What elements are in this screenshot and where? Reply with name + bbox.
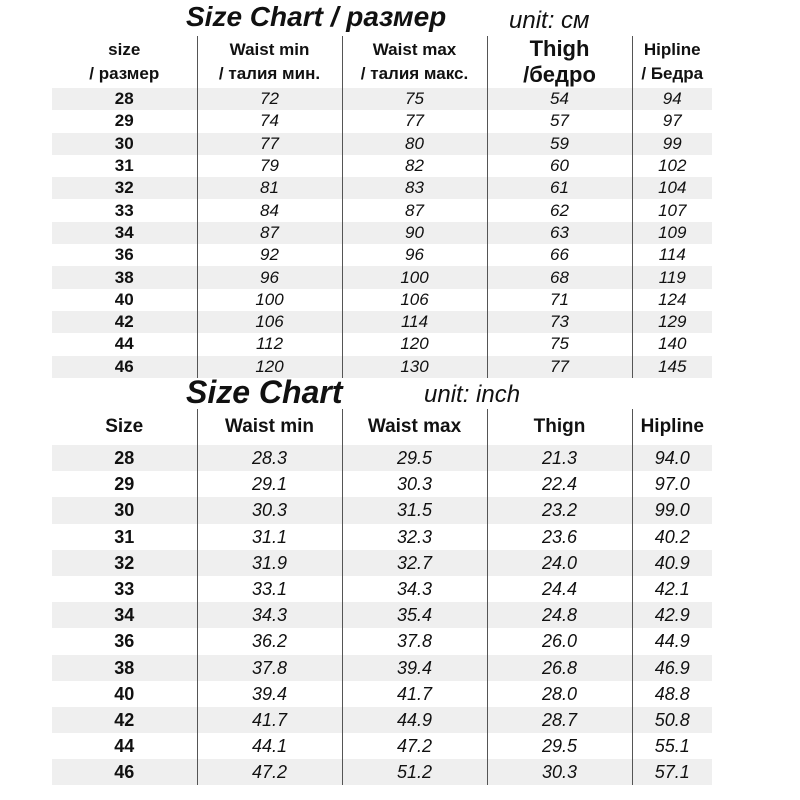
- cell-waist-min: 34.3: [197, 602, 342, 628]
- cell-hipline: 40.2: [654, 526, 690, 547]
- inch-chart-unit: unit: inch: [424, 381, 521, 408]
- cell-waist-max: 82: [342, 155, 487, 177]
- cell-thigh: 75: [487, 333, 632, 355]
- cell-hipline: 124: [658, 289, 687, 309]
- cell-thigh: 26.8: [487, 655, 632, 681]
- cell-size: 30: [52, 133, 197, 155]
- cell-thigh: 23.6: [487, 524, 632, 550]
- cell-thigh: 21.3: [487, 445, 632, 471]
- inch-header-waist-min: Waist min: [197, 409, 342, 445]
- cm-header-size: size / размер: [52, 36, 197, 88]
- inch-size-table: [52, 409, 712, 785]
- cell-waist-min: 47.2: [197, 759, 342, 785]
- cell-hipline: 104: [632, 177, 712, 199]
- cell-hipline: 40.9: [632, 550, 712, 576]
- cell-waist-max: 106: [342, 289, 487, 311]
- inch-header-waist-max: Waist max: [342, 409, 487, 445]
- table-row: [52, 177, 712, 199]
- cell-waist-min: 41.7: [197, 707, 342, 733]
- cell-hipline: 97.0: [654, 474, 690, 495]
- cell-size: 42: [52, 707, 197, 733]
- cell-waist-min: 106: [197, 311, 342, 333]
- cell-waist-min: 31.9: [197, 550, 342, 576]
- cell-hipline: 94.0: [632, 445, 712, 471]
- cell-waist-min: 28.3: [197, 445, 342, 471]
- cell-thigh: 57: [487, 110, 632, 132]
- cell-thigh: 22.4: [487, 471, 632, 497]
- cell-thigh: 24.8: [487, 602, 632, 628]
- inch-header-row: [52, 409, 712, 445]
- table-row: [52, 445, 712, 471]
- cell-thigh: 29.5: [487, 733, 632, 759]
- cell-thigh: 63: [487, 222, 632, 244]
- cell-hipline: 102: [658, 156, 687, 176]
- cell-hipline: 50.8: [632, 707, 712, 733]
- cell-waist-max: 37.8: [342, 628, 487, 654]
- cell-waist-max: 130: [342, 356, 487, 378]
- inch-table-body: [52, 445, 712, 785]
- table-row: [52, 576, 712, 602]
- cell-waist-min: 37.8: [197, 655, 342, 681]
- cell-waist-min: 77: [197, 133, 342, 155]
- cell-size: 44: [52, 333, 197, 355]
- cm-size-table: [52, 36, 712, 378]
- cell-thigh: 24.4: [487, 576, 632, 602]
- table-row: [52, 550, 712, 576]
- cell-thigh: 73: [487, 311, 632, 333]
- cell-size: 33: [52, 576, 197, 602]
- cell-waist-max: 35.4: [342, 602, 487, 628]
- cell-hipline: 99.0: [632, 497, 712, 523]
- cell-hipline: 140: [658, 334, 687, 354]
- cell-thigh: 71: [487, 289, 632, 311]
- cell-hipline: 97: [662, 111, 682, 131]
- table-row: [52, 222, 712, 244]
- cell-waist-max: 34.3: [342, 576, 487, 602]
- cm-chart-title-text: Size Chart / размер: [186, 1, 447, 32]
- cm-header-thigh: Thigh /бедро: [487, 36, 632, 88]
- table-row: [52, 733, 712, 759]
- cell-waist-min: 74: [197, 110, 342, 132]
- cell-hipline: 44.9: [654, 631, 690, 652]
- cell-hipline: 109: [632, 222, 712, 244]
- table-row: [52, 602, 712, 628]
- cell-size: 29: [52, 110, 197, 132]
- inch-header-size: Size: [52, 409, 197, 445]
- cell-waist-max: 51.2: [342, 759, 487, 785]
- cell-thigh: 62: [487, 199, 632, 221]
- cell-size: 36: [52, 628, 197, 654]
- cell-thigh: 59: [487, 133, 632, 155]
- cell-waist-min: 84: [197, 199, 342, 221]
- cell-hipline: 94: [632, 88, 712, 110]
- cell-size: 34: [52, 222, 197, 244]
- inch-header-thigh: Thign: [487, 409, 632, 445]
- cell-thigh: 24.0: [487, 550, 632, 576]
- cell-size: 31: [52, 524, 197, 550]
- cell-waist-max: 90: [342, 222, 487, 244]
- cell-hipline: 129: [632, 311, 712, 333]
- cell-waist-min: 120: [197, 356, 342, 378]
- cell-waist-max: 83: [342, 177, 487, 199]
- table-row: [52, 110, 712, 132]
- cell-hipline: 99: [632, 133, 712, 155]
- cell-waist-max: 100: [342, 266, 487, 288]
- cell-size: 33: [52, 199, 197, 221]
- table-row: [52, 311, 712, 333]
- inch-chart-title-text: Size Chart: [186, 374, 343, 410]
- cell-waist-max: 39.4: [342, 655, 487, 681]
- cell-waist-min: 87: [197, 222, 342, 244]
- table-row: [52, 133, 712, 155]
- table-row: [52, 681, 712, 707]
- cell-size: 42: [52, 311, 197, 333]
- cell-hipline: 119: [632, 266, 712, 288]
- cell-waist-min: 44.1: [197, 733, 342, 759]
- cm-header-hipline: Hipline / Бедра: [641, 40, 704, 83]
- cm-header-row: [52, 36, 712, 88]
- cell-size: 38: [52, 655, 197, 681]
- cell-size: 44: [52, 733, 197, 759]
- cell-waist-max: 32.3: [342, 524, 487, 550]
- cell-thigh: 23.2: [487, 497, 632, 523]
- cell-size: 46: [52, 356, 197, 378]
- cell-waist-max: 114: [342, 311, 487, 333]
- cell-waist-min: 30.3: [197, 497, 342, 523]
- cell-thigh: 60: [487, 155, 632, 177]
- cell-waist-max: 75: [342, 88, 487, 110]
- cell-thigh: 26.0: [487, 628, 632, 654]
- cell-hipline: 145: [632, 356, 712, 378]
- table-row: [52, 628, 712, 654]
- cell-waist-min: 33.1: [197, 576, 342, 602]
- inch-header-hipline: Hipline: [640, 416, 704, 437]
- table-row: [52, 471, 712, 497]
- cell-hipline: 48.8: [654, 683, 690, 704]
- cell-size: 28: [52, 88, 197, 110]
- cell-waist-max: 77: [342, 110, 487, 132]
- cell-waist-max: 96: [342, 244, 487, 266]
- table-row: [52, 155, 712, 177]
- cell-waist-max: 41.7: [342, 681, 487, 707]
- cell-waist-max: 32.7: [342, 550, 487, 576]
- cell-waist-min: 36.2: [197, 628, 342, 654]
- cell-waist-max: 120: [342, 333, 487, 355]
- cell-size: 38: [52, 266, 197, 288]
- cell-size: 31: [52, 155, 197, 177]
- cell-waist-max: 47.2: [342, 733, 487, 759]
- cell-hipline: 57.1: [632, 759, 712, 785]
- cm-header-waist-min: Waist min / талия мин.: [197, 36, 342, 88]
- cell-thigh: 68: [487, 266, 632, 288]
- cell-size: 46: [52, 759, 197, 785]
- table-row: [52, 333, 712, 355]
- cell-hipline: 42.1: [654, 579, 690, 600]
- cell-waist-max: 29.5: [342, 445, 487, 471]
- cell-hipline: 107: [658, 200, 687, 220]
- cell-waist-min: 100: [197, 289, 342, 311]
- table-row: [52, 707, 712, 733]
- cell-hipline: 55.1: [654, 736, 690, 757]
- cell-hipline: 46.9: [632, 655, 712, 681]
- cell-waist-max: 31.5: [342, 497, 487, 523]
- cell-hipline: 42.9: [632, 602, 712, 628]
- table-row: [52, 244, 712, 266]
- cell-thigh: 66: [487, 244, 632, 266]
- table-row: [52, 266, 712, 288]
- cell-waist-min: 81: [197, 177, 342, 199]
- cell-size: 29: [52, 471, 197, 497]
- cell-waist-max: 30.3: [342, 471, 487, 497]
- cell-size: 34: [52, 602, 197, 628]
- table-row: [52, 497, 712, 523]
- cell-size: 36: [52, 244, 197, 266]
- cell-waist-min: 92: [197, 244, 342, 266]
- cell-size: 32: [52, 550, 197, 576]
- cell-size: 28: [52, 445, 197, 471]
- table-row: [52, 759, 712, 785]
- cell-waist-min: 112: [197, 333, 342, 355]
- cell-waist-max: 80: [342, 133, 487, 155]
- cm-table-body: [52, 88, 712, 378]
- cell-size: 30: [52, 497, 197, 523]
- cell-thigh: 30.3: [487, 759, 632, 785]
- table-row: [52, 356, 712, 378]
- cell-waist-max: 44.9: [342, 707, 487, 733]
- cell-size: 32: [52, 177, 197, 199]
- cell-waist-min: 31.1: [197, 524, 342, 550]
- cm-chart-unit: unit: см: [509, 7, 590, 34]
- cell-size: 40: [52, 681, 197, 707]
- cell-waist-min: 29.1: [197, 471, 342, 497]
- cell-thigh: 77: [487, 356, 632, 378]
- cell-waist-min: 79: [197, 155, 342, 177]
- cell-size: 40: [52, 289, 197, 311]
- table-row: [52, 524, 712, 550]
- table-row: [52, 199, 712, 221]
- cell-thigh: 54: [487, 88, 632, 110]
- cell-waist-min: 96: [197, 266, 342, 288]
- cm-header-waist-max: Waist max / талия макс.: [342, 36, 487, 88]
- cell-thigh: 28.0: [487, 681, 632, 707]
- cell-waist-min: 72: [197, 88, 342, 110]
- cell-thigh: 61: [487, 177, 632, 199]
- cell-waist-max: 87: [342, 199, 487, 221]
- cell-thigh: 28.7: [487, 707, 632, 733]
- table-row: [52, 289, 712, 311]
- cell-hipline: 114: [658, 245, 686, 265]
- table-row: [52, 655, 712, 681]
- cell-waist-min: 39.4: [197, 681, 342, 707]
- table-row: [52, 88, 712, 110]
